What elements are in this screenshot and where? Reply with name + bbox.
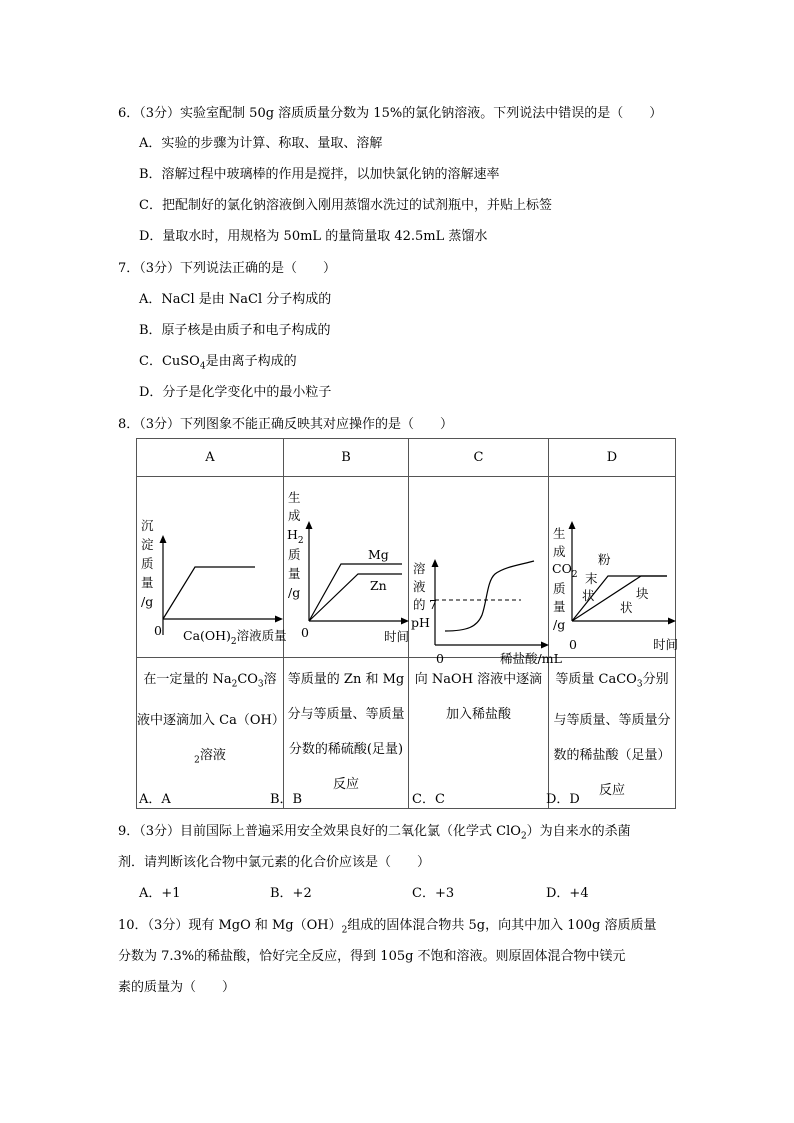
graph-c-ylabel-1: 溶 (413, 561, 426, 576)
q8-header-b: B (284, 439, 409, 477)
graph-b-ylabel-2: 成 (288, 508, 301, 523)
graph-a-ylabel-2: 淀 (141, 537, 154, 552)
graph-d-origin: 0 (569, 637, 577, 652)
graph-b-ylabel-1: 生 (288, 490, 301, 505)
graph-b-ylabel-5: /g (288, 585, 301, 600)
desc-d-4: 数的稀盐酸（足量） (553, 747, 671, 763)
q8-option-b: B．B (270, 792, 303, 807)
q8-desc-c (409, 658, 549, 809)
graph-b-y-arrow (306, 521, 313, 529)
graph-b-zn-label: Zn (370, 578, 387, 593)
graph-d-y-arrow (569, 521, 576, 529)
desc-a-2: CO (237, 672, 258, 687)
graph-c-ylabel-2: 液 (413, 579, 426, 594)
q9-line-1b: ）为自来水的杀菌 (526, 824, 631, 839)
q6-option-a: A．实验的步骤为计算、称取、量取、溶解 (139, 136, 383, 151)
desc-a-3: 溶 (263, 672, 277, 687)
desc-c-1: 向 NaOH 溶液中逐滴 (414, 672, 543, 687)
q8-desc-d (549, 658, 676, 809)
graph-b-mg-line (309, 564, 402, 621)
graph-a-origin: 0 (154, 623, 162, 638)
q10-line-1b: 组成的固体混合物共 5g，向其中加入 100g 溶质质量 (347, 918, 657, 933)
q9-line-1-sub: 2 (520, 831, 527, 842)
q9-line-2: 剂．请判断该化合物中氯元素的化合价应该是（ ） (118, 855, 431, 870)
graph-b-xlabel: 时间 (384, 629, 410, 644)
graph-d-co: CO (552, 561, 572, 576)
q10-line-1-sub: 2 (341, 925, 348, 936)
graph-a-ylabel-3: 质 (141, 556, 154, 571)
graph-a-ylabel-1: 沉 (141, 518, 154, 533)
graph-c-y-arrow (432, 559, 439, 567)
q8-header-d: D (549, 439, 676, 477)
graph-c-seven: 7 (429, 597, 437, 612)
desc-a-sub1: 2 (231, 679, 238, 690)
graph-a-x-arrow (275, 616, 283, 623)
q6-option-c: C．把配制好的氯化钠溶液倒入刚用蒸馏水洗过的试剂瓶中，并贴上标签 (139, 198, 552, 213)
graph-c-origin: 0 (436, 651, 444, 666)
q8-desc-b (284, 658, 409, 809)
desc-c-2: 加入稀盐酸 (445, 707, 511, 722)
q8-stem: 8．（3分）下列图象不能正确反映其对应操作的是（ ） (118, 417, 454, 432)
desc-b-1: 等质量的 Zn 和 Mg (287, 672, 405, 687)
q9-line-1a: 9．（3分）目前国际上普遍采用安全效果良好的二氧化氯（化学式 ClO (118, 824, 521, 839)
graph-d-ylabel-5: /g (553, 617, 566, 632)
q7-option-c-text: C．CuSO (139, 354, 200, 369)
desc-a-sub2: 3 (257, 679, 264, 690)
desc-a-4: 液中逐滴加入 Ca（OH） (137, 712, 285, 728)
graph-c-ph: pH (411, 615, 430, 630)
graph-d-powder-1: 粉 (598, 552, 611, 567)
q7-stem: 7．（3分）下列说法正确的是（ ） (118, 261, 337, 276)
q10-line-1 (118, 918, 657, 939)
q8-option-d: D．D (546, 792, 580, 807)
q7-option-c (139, 354, 297, 375)
desc-a-1: 在一定量的 Na (143, 672, 232, 687)
q9-option-d: D．+4 (546, 886, 589, 901)
q7-option-a: A．NaCl 是由 NaCl 分子构成的 (139, 292, 332, 307)
q8-graph-b (284, 477, 409, 653)
graph-a-ylabel-5: /g (141, 594, 154, 609)
graph-d-block-2: 状 (620, 600, 633, 615)
graph-c-curve (445, 561, 534, 631)
graph-a-xlabel (183, 628, 287, 647)
desc-d-sub: 3 (636, 679, 643, 690)
q8-option-a: A．A (139, 792, 171, 807)
graph-b-h: H (287, 527, 298, 542)
q10-line-2: 分数为 7.3%的稀盐酸，恰好完全反应，得到 105g 不饱和溶液。则原固体混合物中镁元 (118, 949, 626, 964)
q8-graph-a (137, 477, 287, 653)
q8-option-c: C．C (412, 792, 445, 807)
graph-c-xlabel: 稀盐酸/mL (500, 651, 562, 666)
desc-a-sub3: 2 (194, 755, 200, 766)
graph-d-co2 (552, 561, 578, 580)
q8-graph-d-cell (549, 477, 679, 658)
graph-b-ylabel-4: 量 (288, 566, 301, 581)
graph-d-powder-2: 末 (585, 571, 598, 586)
graph-b-origin: 0 (301, 625, 309, 640)
q7-option-b: B．原子核是由质子和电子构成的 (139, 323, 331, 338)
desc-d-5: 反应 (598, 782, 625, 798)
q6-option-d: D．量取水时，用规格为 50mL 的量筒量取 42.5mL 蒸馏水 (139, 229, 488, 244)
graph-d-powder-3: 状 (582, 588, 595, 603)
graph-d-xlabel: 时间 (653, 637, 679, 652)
q8-desc-a (137, 658, 284, 809)
desc-b-4: 反应 (332, 777, 359, 792)
q9-option-b: B．+2 (270, 886, 312, 901)
graph-d-ylabel-3: 质 (553, 581, 566, 596)
graph-d-block-1: 块 (636, 586, 649, 601)
graph-b-ylabel-3: 质 (288, 547, 301, 562)
q9-option-c: C．+3 (412, 886, 455, 901)
graph-a-xlabel-tail: 溶液质量 (236, 628, 287, 643)
graph-d-ylabel-4: 量 (553, 599, 566, 614)
q8-figure-table (136, 438, 679, 809)
q10-line-3: 素的质量为（ ） (118, 980, 236, 995)
q7-option-c-tail: 是由离子构成的 (205, 354, 297, 369)
desc-a-5: 溶液 (199, 747, 226, 763)
q8-graph-d (549, 477, 679, 653)
desc-b-3: 分数的稀硫酸(足量) (288, 742, 404, 757)
graph-d-ylabel-1: 生 (553, 526, 566, 541)
q9-line-1 (118, 824, 631, 845)
q9-option-a: A．+1 (139, 886, 181, 901)
q6-option-b: B．溶解过程中玻璃棒的作用是搅拌，以加快氯化钠的溶解速率 (139, 167, 500, 182)
q6-stem: 6．（3分）实验室配制 50g 溶质质量分数为 15%的氯化钠溶液。下列说法中错误的是（ ） (118, 106, 663, 121)
graph-c-ylabel-3: 的 (413, 597, 426, 612)
graph-b-mg-label: Mg (368, 547, 389, 562)
graph-a-xlabel-sub: 2 (230, 637, 237, 647)
q8-graph-a-cell (137, 477, 287, 658)
graph-d-x-arrow (668, 618, 676, 625)
desc-d-3: 与等质量、等质量分 (553, 712, 671, 728)
q7-option-c-sub: 4 (199, 361, 206, 372)
graph-b-h2 (287, 527, 304, 546)
q8-header-c: C (409, 439, 549, 477)
graph-a-ylabel-4: 量 (141, 575, 154, 590)
graph-b-zn-line (309, 574, 402, 621)
graph-d-ylabel-2: 成 (553, 544, 566, 559)
q10-line-1a: 10．（3分）现有 MgO 和 Mg（OH） (118, 918, 342, 933)
graph-a-xlabel-main: Ca(OH) (183, 628, 231, 643)
graph-a-curve (163, 567, 255, 619)
graph-a-y-arrow (160, 535, 167, 543)
q8-graph-b-cell (284, 477, 409, 658)
graph-d-co-sub: 2 (571, 570, 578, 580)
graph-b-h-sub: 2 (297, 536, 304, 546)
desc-d-2: 分别 (642, 672, 669, 687)
desc-b-2: 分与等质量、等质量 (287, 707, 405, 722)
q7-option-d: D．分子是化学变化中的最小粒子 (139, 385, 332, 400)
desc-d-1: 等质量 CaCO (555, 672, 637, 687)
q8-header-a: A (137, 439, 284, 477)
